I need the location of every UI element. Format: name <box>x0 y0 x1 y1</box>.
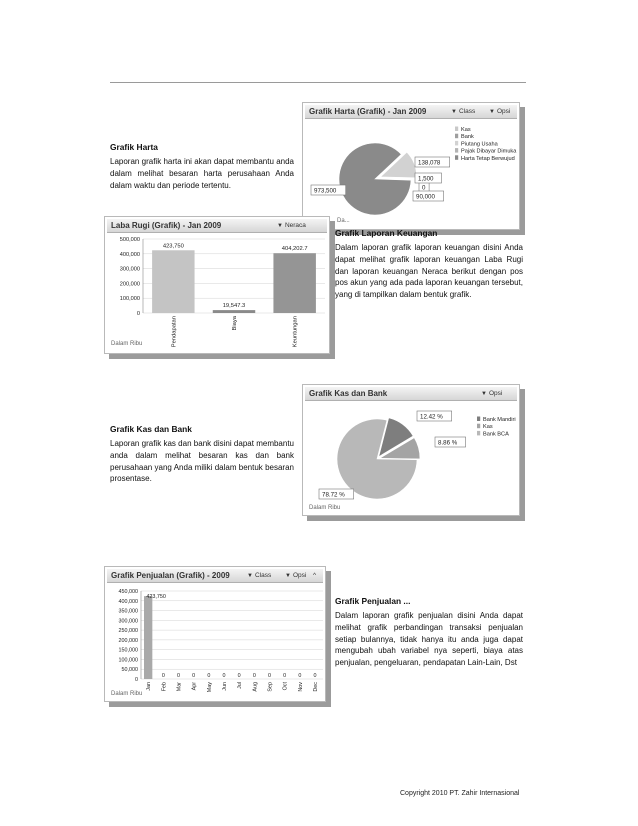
harta-chart-panel <box>302 102 520 230</box>
x-tick-label: Mar <box>176 682 183 692</box>
x-tick-label: Feb <box>161 682 168 692</box>
slice-label: 973,500 <box>314 187 337 195</box>
slice-label: 12.42 % <box>420 413 443 421</box>
kas-opsi-button[interactable]: ▼ Opsi <box>481 390 503 397</box>
legend-swatch <box>455 141 458 146</box>
laporan-section-text: Dalam laporan grafik laporan keuangan disini Anda dapat melihat grafik laporan keuangan Laba Rugi dan laporan keuangan Neraca berikut dengan pos pos akun yang ada pada laporan keuangan tersebut, yang di tampilkan dalam bentuk grafik. <box>335 243 523 300</box>
pie-slice <box>339 143 411 215</box>
kas-panel-footer: Dalam Ribu <box>309 505 341 511</box>
legend-item: Piutang Usaha <box>461 141 498 148</box>
x-tick-label: Dec <box>313 682 320 692</box>
y-tick-label: 50,000 <box>121 667 138 674</box>
kas-section-text: Laporan grafik kas dan bank disini dapat membantu anda dalam melihat besaran kas dan bank perusahaan yang Anda miliki dalam bentuk besaran prosentase. <box>110 439 294 484</box>
y-tick-label: 0 <box>136 311 140 317</box>
legend-swatch <box>477 417 480 422</box>
legend-swatch <box>455 155 458 160</box>
legend-item: Harta Tetap Berwujud <box>461 155 515 162</box>
legend-swatch <box>455 134 458 139</box>
bar-value-label: 404,202.7 <box>281 246 308 253</box>
x-tick-label: Nov <box>297 682 304 692</box>
kas-pie-chart <box>303 385 521 517</box>
penjualan-section-text: Dalam laporan grafik penjualan disini Anda dapat melihat grafik perbandingan transaksi penjualan setiap bulannya, tidak hanya itu anda juga dapat mengubah ubah variabel nya seperti, biaya atas penjualan, pengeluaran, pendapatan Lain-Lain, Dst <box>335 611 523 668</box>
x-tick-label: Apr <box>191 682 198 691</box>
y-tick-label: 250,000 <box>118 628 138 635</box>
penjualan-class-button[interactable]: ▼ Class <box>247 572 272 579</box>
y-tick-label: 200,000 <box>119 281 140 288</box>
y-tick-label: 0 <box>135 677 138 683</box>
bar-value-label: 0 <box>177 673 181 679</box>
chevron-down-icon: ▼ <box>451 109 457 115</box>
bar-value-label: 0 <box>237 673 241 679</box>
y-tick-label: 400,000 <box>119 251 140 258</box>
legend-item: Kas <box>461 127 471 133</box>
y-tick-label: 300,000 <box>118 618 138 625</box>
harta-class-button[interactable]: ▼ Class <box>451 108 476 115</box>
chevron-down-icon: ▼ <box>285 573 291 579</box>
legend-swatch <box>455 148 458 153</box>
bar <box>273 253 315 313</box>
slice-label: 138,078 <box>418 159 441 167</box>
y-tick-label: 500,000 <box>119 237 140 243</box>
penjualan-bar-chart <box>105 567 327 703</box>
collapse-icon[interactable]: ^ <box>313 572 317 579</box>
slice-label: 8.86 % <box>438 439 458 447</box>
penjualan-panel-footer: Dalam Ribu <box>111 691 143 697</box>
y-tick-label: 400,000 <box>118 598 138 605</box>
header-rule <box>110 82 526 83</box>
x-tick-label: Sep <box>267 682 274 692</box>
slice-label: 78.72 % <box>322 491 345 499</box>
kas-chart-panel <box>302 384 520 516</box>
y-tick-label: 200,000 <box>118 637 138 644</box>
y-tick-label: 150,000 <box>118 647 138 654</box>
bar-value-label: 0 <box>283 673 287 679</box>
labarugi-neraca-button[interactable]: ▼ Neraca <box>277 222 306 229</box>
bar-value-label: 0 <box>298 673 302 679</box>
penjualan-section-title: Grafik Penjualan ... <box>335 596 411 606</box>
bar-value-label: 0 <box>222 673 226 679</box>
x-tick-label: Keuntungan <box>292 316 299 348</box>
labarugi-chart-panel <box>104 216 330 354</box>
chevron-down-icon: ▼ <box>489 109 495 115</box>
labarugi-panel-title: Laba Rugi (Grafik) - Jan 2009 <box>111 221 222 230</box>
bar-value-label: 0 <box>192 673 196 679</box>
x-tick-label: Jan <box>146 682 153 691</box>
labarugi-bar-chart <box>105 217 331 355</box>
slice-label: 1,500 <box>418 175 434 183</box>
harta-section-text: Laporan grafik harta ini akan dapat membantu anda dalam melihat besaran harta perusahaan Anda dalam waktu dan periode tertentu. <box>110 157 294 190</box>
harta-section-title: Grafik Harta <box>110 142 158 152</box>
legend-item: Bank Mandiri <box>483 417 516 423</box>
kas-section-title: Grafik Kas dan Bank <box>110 424 192 434</box>
bar <box>144 596 152 679</box>
x-tick-label: Pendapatan <box>171 316 178 348</box>
chevron-down-icon: ▼ <box>247 573 253 579</box>
slice-label: 90,000 <box>416 193 435 201</box>
kas-panel-title: Grafik Kas dan Bank <box>309 389 388 398</box>
y-tick-label: 450,000 <box>118 589 138 595</box>
bar <box>152 250 194 313</box>
bar-value-label: 0 <box>207 673 211 679</box>
x-tick-label: Aug <box>252 682 259 692</box>
bar-value-label: 19,547.3 <box>222 303 246 310</box>
legend-swatch <box>477 424 480 429</box>
labarugi-panel-footer: Dalam Ribu <box>111 341 143 347</box>
x-tick-label: Jun <box>222 682 229 691</box>
penjualan-opsi-button[interactable]: ▼ Opsi <box>285 572 307 579</box>
legend-item: Bank BCA <box>483 431 509 438</box>
bar-value-label: 0 <box>268 673 272 679</box>
bar-value-label: 423,750 <box>162 243 184 250</box>
harta-opsi-button[interactable]: ▼ Opsi <box>489 108 511 115</box>
legend-swatch <box>455 127 458 132</box>
harta-panel-footer: Da... <box>337 218 350 224</box>
slice-label: 0 <box>422 184 426 192</box>
bar <box>213 310 255 313</box>
bar-value-label: 423,750 <box>146 594 166 601</box>
chevron-down-icon: ▼ <box>481 391 487 397</box>
copyright-text: Copyright 2010 PT. Zahir Internasional <box>400 790 520 797</box>
harta-panel-title: Grafik Harta (Grafik) - Jan 2009 <box>309 107 427 116</box>
legend-swatch <box>477 431 480 436</box>
laporan-section-title: Grafik Laporan Keuangan <box>335 228 438 238</box>
y-tick-label: 100,000 <box>118 657 138 664</box>
penjualan-panel-title: Grafik Penjualan (Grafik) - 2009 <box>111 571 230 580</box>
x-tick-label: Oct <box>282 682 289 691</box>
penjualan-chart-panel <box>104 566 326 702</box>
chevron-down-icon: ▼ <box>277 223 283 229</box>
y-tick-label: 100,000 <box>119 296 140 303</box>
bar-value-label: 0 <box>252 673 256 679</box>
x-tick-label: Jul <box>237 682 244 689</box>
bar-value-label: 0 <box>161 673 165 679</box>
y-tick-label: 300,000 <box>119 266 140 273</box>
legend-item: Kas <box>483 424 493 431</box>
bar-value-label: 0 <box>313 673 317 679</box>
legend-item: Bank <box>461 134 474 141</box>
x-tick-label: Biaya <box>232 316 238 331</box>
harta-pie-chart <box>303 103 521 231</box>
x-tick-label: May <box>206 682 213 693</box>
legend-item: Pajak Dibayar Dimuka <box>461 148 517 155</box>
y-tick-label: 350,000 <box>118 608 138 615</box>
